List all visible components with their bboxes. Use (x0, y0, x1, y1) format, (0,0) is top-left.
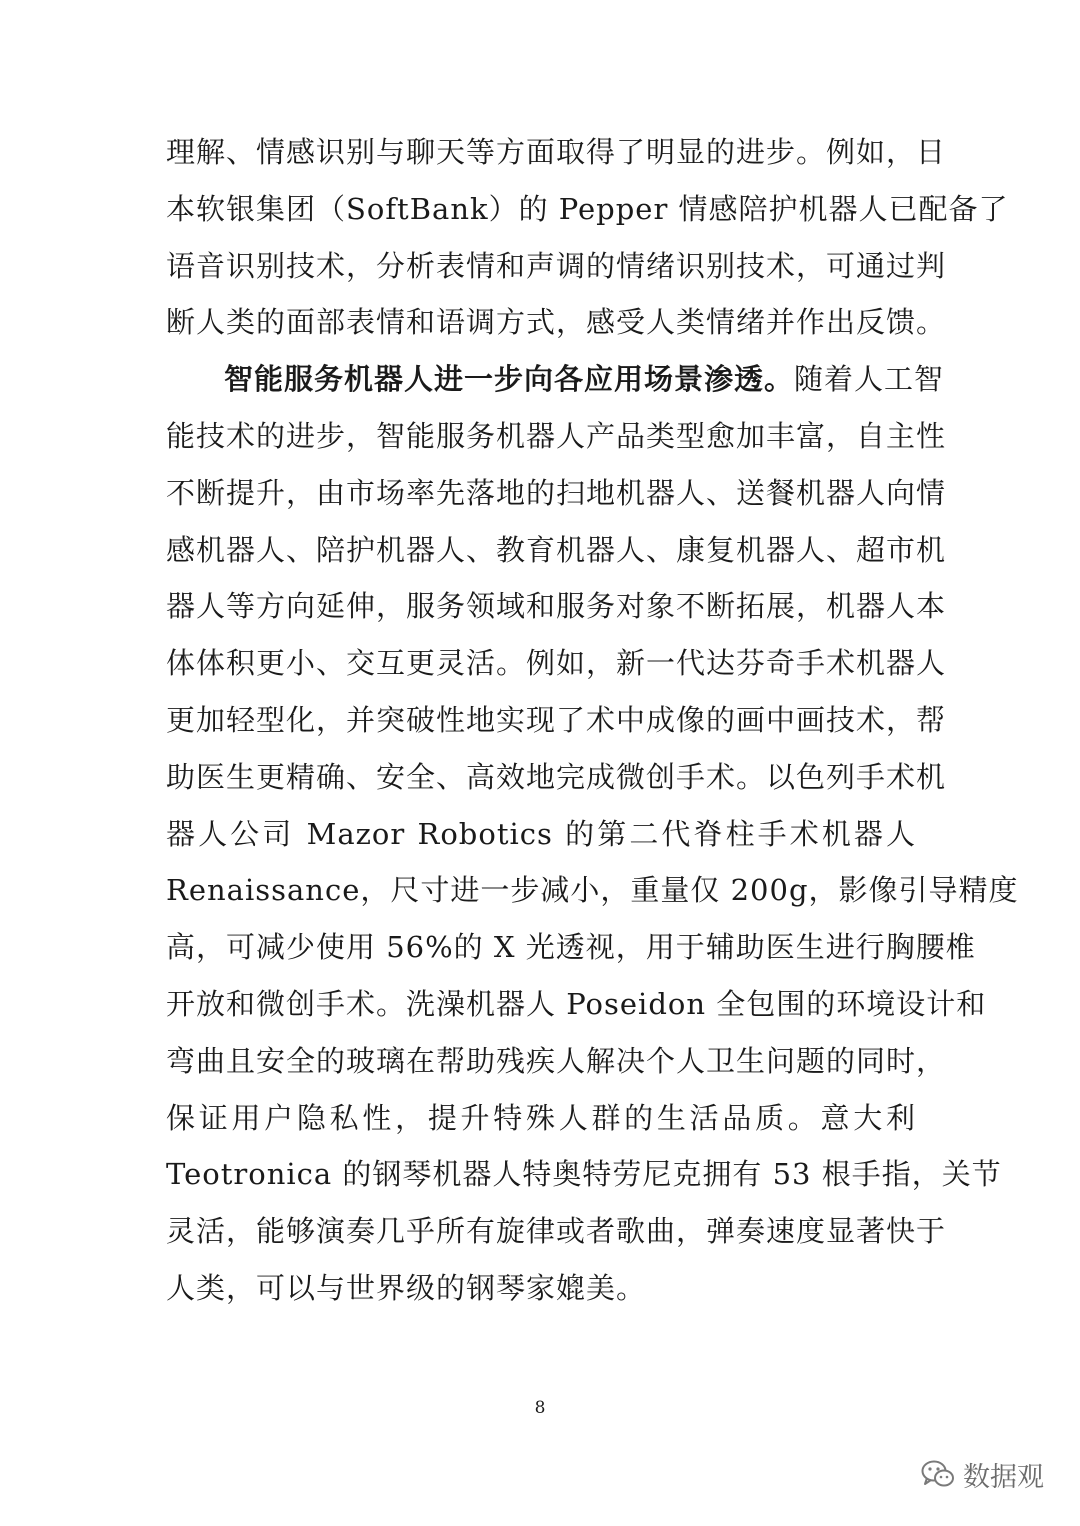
watermark (921, 1452, 1044, 1496)
text-line: 保证用户隐私性，提升特殊人群的生活品质。意大利 (166, 1100, 916, 1135)
paragraph-lead-text: 随着人工智 (794, 362, 945, 397)
text-line: Teotronica 的钢琴机器人特奥特劳尼克拥有 53 根手指，关节 (166, 1157, 1002, 1192)
watermark-text: 数据观 (963, 1461, 1044, 1493)
text-line: 不断提升，由市场率先落地的扫地机器人、送餐机器人向情 (166, 475, 947, 510)
paragraph-heading: 智能服务机器人进一步向各应用场景渗透。 (224, 362, 795, 397)
text-line: 高，可减少使用 56%的 X 光透视，用于辅助医生进行胸腰椎 (166, 930, 976, 965)
page-number: 8 (534, 1398, 546, 1418)
text-line: 能技术的进步，智能服务机器人产品类型愈加丰富，自主性 (166, 418, 947, 453)
text-line: 助医生更精确、安全、高效地完成微创手术。以色列手术机 (166, 759, 947, 794)
text-line: 语音识别技术，分析表情和声调的情绪识别技术，可通过判 (166, 248, 947, 283)
text-line: 人类，可以与世界级的钢琴家媲美。 (166, 1270, 647, 1305)
text-line: 感机器人、陪护机器人、教育机器人、康复机器人、超市机 (166, 532, 947, 567)
text-line: 灵活，能够演奏几乎所有旋律或者歌曲，弹奏速度显著快于 (166, 1214, 947, 1249)
text-line: 开放和微创手术。洗澡机器人 Poseidon 全包围的环境设计和 (166, 986, 987, 1021)
text-line: 断人类的面部表情和语调方式，感受人类情绪并作出反馈。 (166, 305, 947, 340)
body-text (166, 124, 1019, 1317)
text-line: Renaissance，尺寸进一步减小，重量仅 200g，影像引导精度 (166, 873, 1019, 908)
wechat-icon (921, 1459, 955, 1489)
text-line: 器人等方向延伸，服务领域和服务对象不断拓展，机器人本 (166, 589, 947, 624)
text-line: 弯曲且安全的玻璃在帮助残疾人解决个人卫生问题的同时， (166, 1043, 947, 1078)
paragraph-lead-line (166, 351, 945, 408)
text-line: 更加轻型化，并突破性地实现了术中成像的画中画技术，帮 (166, 702, 947, 737)
text-line: 器人公司 Mazor Robotics 的第二代脊柱手术机器人 (166, 816, 916, 851)
text-line: 体体积更小、交互更灵活。例如，新一代达芬奇手术机器人 (166, 646, 947, 681)
text-line: 理解、情感识别与聊天等方面取得了明显的进步。例如，日 (166, 135, 947, 169)
text-line: 本软银集团（SoftBank）的 Pepper 情感陪护机器人已配备了 (166, 191, 1009, 226)
